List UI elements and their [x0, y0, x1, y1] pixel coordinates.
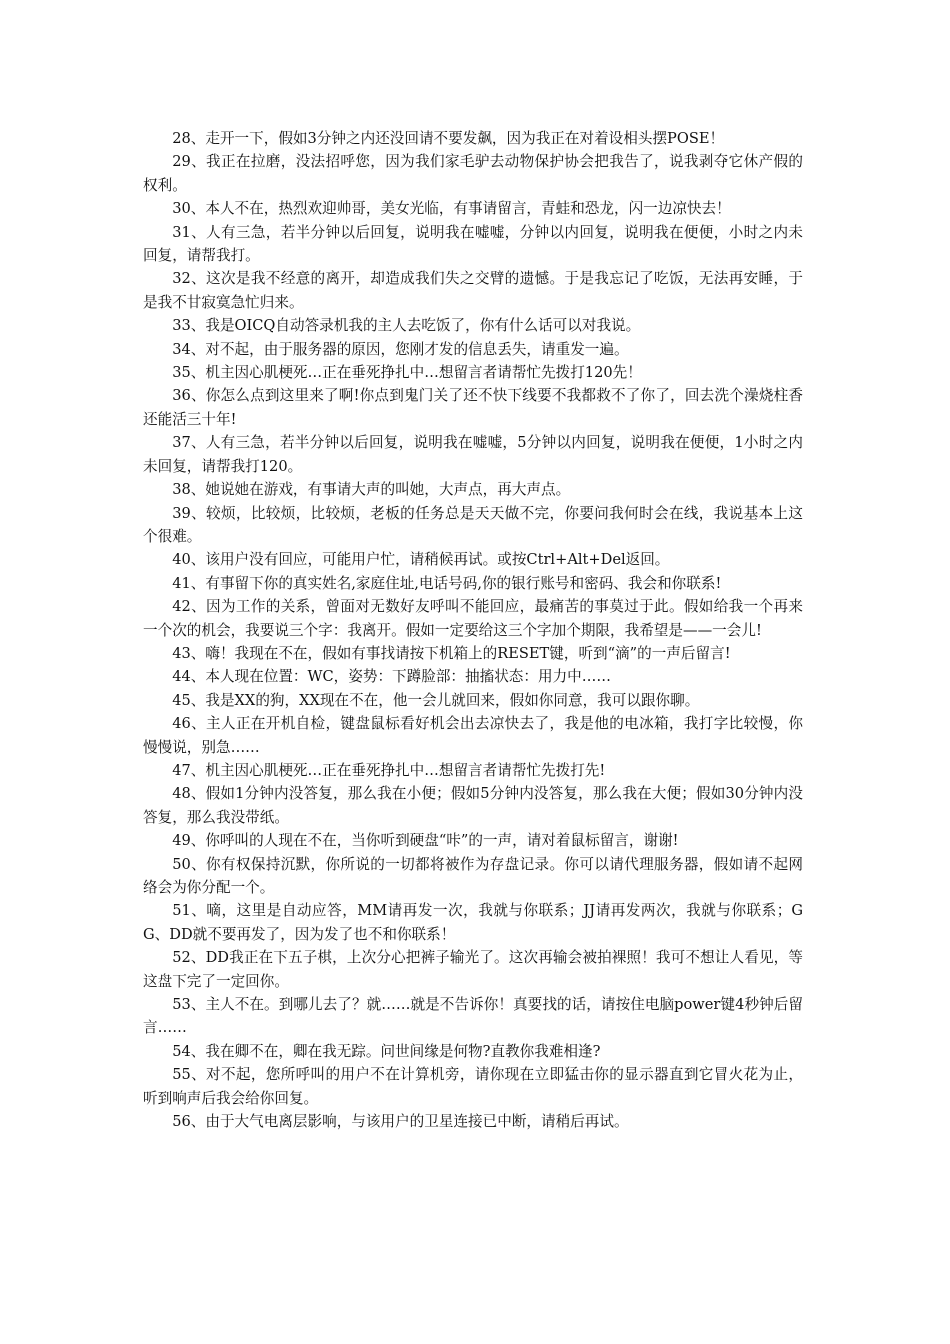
paragraph-45: 45、我是XX的狗，XX现在不在，他一会儿就回来，假如你同意，我可以跟你聊。 [172, 691, 700, 709]
paragraph-56: 56、由于大气电离层影响，与该用户的卫星连接已中断，请稍后再试。 [172, 1113, 629, 1131]
paragraph-52: 52、DD我正在下五子棋，上次分心把裤子输光了。这次再输会被拍裸照！我可不想让人看见，等这盘下完了一定回你。 [143, 949, 803, 990]
paragraph-38: 38、她说她在游戏，有事请大声的叫她，大声点，再大声点。 [172, 481, 571, 499]
paragraph-34: 34、对不起，由于服务器的原因，您刚才发的信息丢失，请重发一遍。 [172, 340, 629, 358]
paragraph-55: 55、对不起，您所呼叫的用户不在计算机旁，请你现在立即猛击你的显示器直到它冒火花为止，听到响声后我会给你回复。 [143, 1066, 803, 1107]
paragraph-50: 50、你有权保持沉默，你所说的一切都将被作为存盘记录。你可以请代理服务器，假如请不起网络会为你分配一个。 [143, 855, 803, 896]
paragraph-30: 30、本人不在，热烈欢迎帅哥，美女光临，有事请留言，青蛙和恐龙，闪一边凉快去！ [172, 200, 731, 218]
paragraph-47: 47、机主因心肌梗死…正在垂死挣扎中…想留言者请帮忙先拨打先! [172, 761, 606, 779]
paragraph-44: 44、本人现在位置：WC，姿势：下蹲脸部：抽搐状态：用力中…… [172, 668, 611, 686]
paragraph-48: 48、假如1分钟内没答复，那么我在小便；假如5分钟内没答复，那么我在大便；假如30分钟内没答复，那么我没带纸。 [143, 785, 803, 826]
paragraph-36: 36、你怎么点到这里来了啊!你点到鬼门关了还不快下线要不我都救不了你了，回去洗个澡烧柱香还能活三十年! [143, 387, 803, 428]
paragraph-51: 51、嘀，这里是自动应答，MM请再发一次，我就与你联系；JJ请再发两次，我就与你联系；GG、DD就不要再发了，因为发了也不和你联系！ [143, 902, 803, 943]
paragraph-35: 35、机主因心肌梗死…正在垂死挣扎中…想留言者请帮忙先拨打120先！ [172, 364, 642, 382]
paragraph-40: 40、该用户没有回应，可能用户忙，请稍候再试。或按Ctrl+Alt+Del返回。 [172, 551, 670, 569]
paragraph-54: 54、我在卿不在，卿在我无踪。问世间缘是何物?直教你我难相逢? [172, 1042, 601, 1060]
paragraph-39: 39、较烦，比较烦，比较烦，老板的任务总是天天做不完，你要问我何时会在线，我说基本上这个很难。 [143, 504, 803, 545]
paragraph-46: 46、主人正在开机自检，键盘鼠标看好机会出去凉快去了，我是他的电冰箱，我打字比较慢，你慢慢说，别急…… [143, 715, 803, 756]
paragraph-33: 33、我是OICQ自动答录机我的主人去吃饭了，你有什么话可以对我说。 [172, 317, 641, 335]
paragraph-28: 28、走开一下，假如3分钟之内还没回请不要发飙，因为我正在对着设相头摆POSE！ [172, 130, 725, 147]
paragraph-53: 53、主人不在。到哪儿去了？就……就是不告诉你！真要找的话，请按住电脑power键4秒钟后留言…… [143, 996, 803, 1037]
paragraph-49: 49、你呼叫的人现在不在，当你听到硬盘“咔”的一声，请对着鼠标留言，谢谢! [172, 832, 679, 850]
paragraph-37: 37、人有三急，若半分钟以后回复，说明我在嘘嘘，5分钟以内回复，说明我在便便，1小时之内未回复，请帮我打120。 [143, 434, 803, 475]
paragraph-42: 42、因为工作的关系，曾面对无数好友呼叫不能回应，最痛苦的事莫过于此。假如给我一个再来一个次的机会，我要说三个字：我离开。假如一定要给这三个字加个期限，我希望是——一会儿! [143, 598, 803, 639]
paragraph-43: 43、嗨！我现在不在，假如有事找请按下机箱上的RESET键，听到“滴”的一声后留言! [172, 644, 731, 662]
paragraph-32: 32、这次是我不经意的离开，却造成我们失之交臂的遗憾。于是我忘记了吃饭，无法再安睡，于是我不甘寂寞急忙归来。 [143, 270, 803, 311]
paragraph-31: 31、人有三急，若半分钟以后回复，说明我在嘘嘘，分钟以内回复，说明我在便便，小时之内未回复，请帮我打。 [143, 223, 803, 265]
paragraph-29: 29、我正在拉磨，没法招呼您，因为我们家毛驴去动物保护协会把我告了，说我剥夺它休产假的权利。 [143, 153, 803, 194]
document-body [143, 127, 803, 1133]
paragraph-41: 41、有事留下你的真实姓名,家庭住址,电话号码,你的银行账号和密码、我会和你联系! [172, 574, 722, 592]
